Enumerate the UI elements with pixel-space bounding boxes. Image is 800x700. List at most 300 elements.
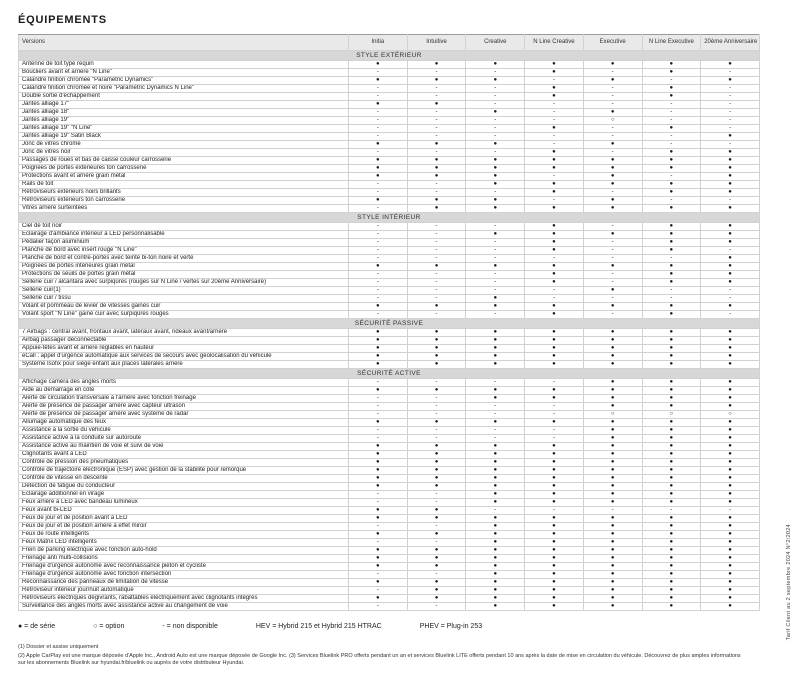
cell-value: ● [466, 205, 525, 213]
cell-value: ● [349, 451, 408, 459]
legend-item: ○ = option [93, 623, 125, 630]
table-row [19, 337, 760, 345]
row-label: Feux Matrix LED intelligents [19, 539, 349, 547]
row-label: eCall : appel d'urgence automatique aux services de secours avec géolocalisation du véhicule [19, 353, 349, 361]
cell-value: - [466, 239, 525, 247]
cell-value: - [407, 287, 466, 295]
cell-value: - [583, 239, 642, 247]
table-row [19, 263, 760, 271]
cell-value: - [583, 311, 642, 319]
table-row [19, 387, 760, 395]
cell-value: ● [701, 189, 760, 197]
cell-value: ● [701, 499, 760, 507]
cell-value: ● [525, 571, 584, 579]
legend-item: PHEV = Plug-in 253 [419, 623, 483, 630]
row-label: Alerte de présence de passager arrière avec capteur ultrason [19, 403, 349, 411]
row-label: Rétroviseurs extérieurs noirs brillants [19, 189, 349, 197]
cell-value: - [349, 523, 408, 531]
cell-value: - [407, 223, 466, 231]
cell-value: ● [701, 595, 760, 603]
row-label: Surveillance des angles morts avec assistance active au changement de voie [19, 603, 349, 611]
table-row [19, 311, 760, 319]
cell-value: ● [583, 459, 642, 467]
cell-value: ● [466, 443, 525, 451]
cell-value: ● [525, 595, 584, 603]
cell-value: ● [349, 353, 408, 361]
section-title: STYLE EXTÉRIEUR [19, 51, 760, 61]
cell-value: ● [701, 181, 760, 189]
cell-value: ● [642, 395, 701, 403]
column-header: 20ème Anniversaire [701, 35, 760, 51]
table-row [19, 411, 760, 419]
cell-value: ● [642, 483, 701, 491]
cell-value: - [525, 507, 584, 515]
legend-item: HEV = Hybrid 215 et Hybrid 215 HTRAC [255, 623, 382, 630]
cell-value: - [407, 271, 466, 279]
cell-value: ● [466, 337, 525, 345]
cell-value: ● [525, 93, 584, 101]
cell-value: ● [407, 515, 466, 523]
cell-value: ● [349, 467, 408, 475]
cell-value: - [642, 255, 701, 263]
cell-value: ● [701, 403, 760, 411]
cell-value: - [407, 149, 466, 157]
cell-value: ● [583, 483, 642, 491]
cell-value: ● [583, 435, 642, 443]
cell-value: ● [407, 579, 466, 587]
row-label: Planche de bord et contre-portes avec teinte bi-ton noire et verte [19, 255, 349, 263]
cell-value: - [701, 101, 760, 109]
cell-value: ● [701, 451, 760, 459]
table-row [19, 507, 760, 515]
cell-value: ● [407, 419, 466, 427]
cell-value: - [407, 571, 466, 579]
cell-value: ● [642, 427, 701, 435]
row-label: Contrôle de trajectoire électronique (ESP) avec gestion de la stabilité pour remorque [19, 467, 349, 475]
cell-value: - [349, 223, 408, 231]
row-label: Système Isofix pour siège enfant aux places latérales arrière [19, 361, 349, 369]
cell-value: - [407, 403, 466, 411]
cell-value: ● [642, 467, 701, 475]
row-label: Double sortie d'échappement [19, 93, 349, 101]
cell-value: - [349, 93, 408, 101]
cell-value: ● [466, 459, 525, 467]
cell-value: ● [701, 329, 760, 337]
cell-value: ● [583, 539, 642, 547]
row-label: Assistance active à la conduite sur autoroute [19, 435, 349, 443]
table-row [19, 197, 760, 205]
cell-value: ● [525, 247, 584, 255]
cell-value: - [407, 311, 466, 319]
table-row [19, 239, 760, 247]
cell-value: ● [701, 587, 760, 595]
cell-value: ● [407, 197, 466, 205]
cell-value: - [407, 239, 466, 247]
cell-value: - [349, 247, 408, 255]
cell-value: ● [525, 279, 584, 287]
cell-value: - [583, 125, 642, 133]
cell-value: ● [642, 361, 701, 369]
table-row [19, 77, 760, 85]
cell-value: ● [407, 587, 466, 595]
cell-value: ● [466, 77, 525, 85]
cell-value: ● [407, 353, 466, 361]
cell-value: - [407, 395, 466, 403]
row-label: Feux de jour et de position avant à LED [19, 515, 349, 523]
cell-value: ● [525, 165, 584, 173]
cell-value: ● [466, 515, 525, 523]
cell-value: ● [407, 205, 466, 213]
cell-value: ● [642, 93, 701, 101]
footnote: (1) Dossier et assise uniquement [18, 644, 99, 650]
equipment-table-head [19, 35, 760, 51]
cell-value: - [349, 189, 408, 197]
cell-value: - [349, 109, 408, 117]
cell-value: ● [349, 263, 408, 271]
cell-value: ● [583, 395, 642, 403]
cell-value: ● [525, 189, 584, 197]
cell-value: ● [407, 467, 466, 475]
cell-value: ● [349, 563, 408, 571]
cell-value: ● [701, 61, 760, 69]
row-label: Contrôle de vitesse en descente [19, 475, 349, 483]
cell-value: ● [642, 499, 701, 507]
legend [18, 623, 760, 630]
cell-value: - [525, 255, 584, 263]
table-row [19, 523, 760, 531]
row-label: Calandre finition chromée "Parametric Dynamics" [19, 77, 349, 85]
table-row [19, 61, 760, 69]
cell-value: - [407, 491, 466, 499]
cell-value: - [349, 499, 408, 507]
cell-value: - [701, 247, 760, 255]
cell-value: ● [701, 165, 760, 173]
table-row [19, 571, 760, 579]
row-label: Aide au démarrage en côte [19, 387, 349, 395]
cell-value: ● [407, 337, 466, 345]
row-label: Calandre finition chromée et noire "Parametric Dynamics N Line" [19, 85, 349, 93]
column-header: N Line Creative [525, 35, 584, 51]
cell-value: ● [525, 263, 584, 271]
table-row [19, 125, 760, 133]
cell-value: ● [642, 239, 701, 247]
cell-value: - [349, 205, 408, 213]
cell-value: ● [525, 563, 584, 571]
row-label: Jonc de vitres chromé [19, 141, 349, 149]
cell-value: ● [466, 345, 525, 353]
cell-value: ● [407, 61, 466, 69]
legend-item: ● = de série [18, 623, 56, 630]
cell-value: ● [407, 451, 466, 459]
row-label: Protections avant et arrière grain métal [19, 173, 349, 181]
cell-value: ● [466, 141, 525, 149]
cell-value: ● [642, 403, 701, 411]
cell-value: ● [466, 387, 525, 395]
table-row [19, 539, 760, 547]
row-label: Assistance active au maintien de voie et suivi de voie [19, 443, 349, 451]
cell-value: ● [525, 395, 584, 403]
cell-value: - [349, 125, 408, 133]
cell-value: ● [701, 263, 760, 271]
cell-value: ● [583, 141, 642, 149]
cell-value: ● [583, 379, 642, 387]
cell-value: ● [466, 353, 525, 361]
cell-value: ● [583, 361, 642, 369]
cell-value: ● [701, 157, 760, 165]
row-label: Freinage d'urgence autonome avec fonction intersection [19, 571, 349, 579]
cell-value: - [349, 587, 408, 595]
cell-value: ● [525, 459, 584, 467]
section-title: STYLE INTÉRIEUR [19, 213, 760, 223]
cell-value: - [701, 85, 760, 93]
cell-value: ● [583, 563, 642, 571]
table-row [19, 247, 760, 255]
cell-value: ● [583, 419, 642, 427]
cell-value: ● [525, 387, 584, 395]
cell-value: - [407, 125, 466, 133]
row-label: Rétroviseurs électriques dégivrants, rabattables électriquement avec clignotants intégrés [19, 595, 349, 603]
cell-value: ● [525, 547, 584, 555]
cell-value: - [583, 85, 642, 93]
section-row [19, 213, 760, 223]
cell-value: ● [466, 197, 525, 205]
cell-value: - [642, 295, 701, 303]
table-row [19, 181, 760, 189]
cell-value: - [407, 279, 466, 287]
cell-value: ● [466, 109, 525, 117]
cell-value: ● [525, 157, 584, 165]
cell-value: ● [583, 205, 642, 213]
cell-value: ● [583, 587, 642, 595]
cell-value: ● [407, 475, 466, 483]
table-row [19, 443, 760, 451]
cell-value: ● [525, 555, 584, 563]
cell-value: - [642, 173, 701, 181]
cell-value: - [701, 311, 760, 319]
row-label: Sellerie cuir(1) [19, 287, 349, 295]
cell-value: - [701, 125, 760, 133]
cell-value: - [407, 379, 466, 387]
cell-value: - [349, 491, 408, 499]
cell-value: ● [583, 165, 642, 173]
cell-value: ● [642, 311, 701, 319]
cell-value: ● [407, 157, 466, 165]
cell-value: ○ [583, 117, 642, 125]
cell-value: - [466, 379, 525, 387]
cell-value: ● [701, 443, 760, 451]
cell-value: - [466, 271, 525, 279]
cell-value: ● [701, 467, 760, 475]
row-label: Pédalier façon aluminium [19, 239, 349, 247]
cell-value: - [701, 287, 760, 295]
cell-value: - [466, 125, 525, 133]
cell-value: ● [583, 181, 642, 189]
row-label: Sellerie cuir / alcantara avec surpiqûres (rouges sur N Line / vertes sur 20ème Anniversaire) [19, 279, 349, 287]
row-label: Volant sport "N Line" gainé cuir avec surpiqûres rouges [19, 311, 349, 319]
cell-value: - [349, 181, 408, 189]
cell-value: ● [349, 459, 408, 467]
table-row [19, 379, 760, 387]
cell-value: ● [407, 173, 466, 181]
column-header: Initia [349, 35, 408, 51]
cell-value: ● [466, 547, 525, 555]
column-header: N Line Executive [642, 35, 701, 51]
cell-value: ● [407, 387, 466, 395]
cell-value: - [525, 435, 584, 443]
row-label: Vitres arrière surteintées [19, 205, 349, 213]
cell-value: - [701, 93, 760, 101]
cell-value: ● [642, 475, 701, 483]
cell-value: - [583, 133, 642, 141]
cell-value: - [349, 435, 408, 443]
cell-value: ● [466, 157, 525, 165]
row-label: Freinage d'urgence autonome avec reconnaissance piéton et cycliste [19, 563, 349, 571]
cell-value: - [701, 117, 760, 125]
cell-value: ● [583, 515, 642, 523]
cell-value: - [466, 311, 525, 319]
cell-value: - [525, 295, 584, 303]
table-row [19, 427, 760, 435]
row-label: Frein de parking électrique avec fonction auto-hold [19, 547, 349, 555]
cell-value: ● [349, 555, 408, 563]
cell-value: ● [407, 531, 466, 539]
cell-value: ● [642, 345, 701, 353]
table-row [19, 329, 760, 337]
cell-value: - [349, 117, 408, 125]
cell-value: - [466, 149, 525, 157]
cell-value: - [701, 507, 760, 515]
cell-value: ● [583, 451, 642, 459]
cell-value: - [583, 295, 642, 303]
table-row [19, 189, 760, 197]
cell-value: - [642, 507, 701, 515]
table-row [19, 109, 760, 117]
cell-value: ● [525, 483, 584, 491]
cell-value: ● [525, 231, 584, 239]
row-label: Planche de bord avec insert rouge "N Line" [19, 247, 349, 255]
cell-value: ● [701, 353, 760, 361]
cell-value: - [349, 379, 408, 387]
cell-value: - [642, 197, 701, 205]
cell-value: ● [349, 303, 408, 311]
cell-value: ● [349, 157, 408, 165]
cell-value: ● [701, 539, 760, 547]
cell-value: - [525, 117, 584, 125]
cell-value: - [525, 379, 584, 387]
cell-value: ● [701, 555, 760, 563]
table-row [19, 117, 760, 125]
table-row [19, 475, 760, 483]
cell-value: ● [701, 571, 760, 579]
cell-value: ● [583, 109, 642, 117]
table-row [19, 93, 760, 101]
cell-value: ● [701, 459, 760, 467]
cell-value: ● [407, 443, 466, 451]
row-label: Feux arrière à LED avec bandeau lumineux [19, 499, 349, 507]
cell-value: - [349, 69, 408, 77]
cell-value: ● [349, 337, 408, 345]
table-row [19, 223, 760, 231]
row-label: Antenne de toit type requin [19, 61, 349, 69]
cell-value: ● [525, 311, 584, 319]
cell-value: - [642, 101, 701, 109]
cell-value: - [349, 85, 408, 93]
cell-value: ● [466, 563, 525, 571]
cell-value: - [701, 197, 760, 205]
cell-value: ● [701, 387, 760, 395]
cell-value: ● [583, 77, 642, 85]
cell-value: ● [349, 475, 408, 483]
table-row [19, 255, 760, 263]
cell-value: - [583, 271, 642, 279]
cell-value: ● [407, 547, 466, 555]
cell-value: ● [642, 603, 701, 611]
table-row [19, 579, 760, 587]
legend-item: - = non disponible [162, 623, 218, 630]
table-row [19, 563, 760, 571]
cell-value: - [525, 403, 584, 411]
cell-value: - [642, 287, 701, 295]
cell-value: ● [466, 361, 525, 369]
cell-value: - [349, 231, 408, 239]
cell-value: ● [407, 263, 466, 271]
cell-value: ● [642, 189, 701, 197]
cell-value: ● [349, 77, 408, 85]
cell-value: ● [466, 603, 525, 611]
cell-value: - [466, 85, 525, 93]
cell-value: ● [466, 555, 525, 563]
cell-value: ● [583, 197, 642, 205]
cell-value: ● [407, 563, 466, 571]
cell-value: ● [583, 61, 642, 69]
cell-value: ● [642, 523, 701, 531]
cell-value: - [407, 189, 466, 197]
row-label: Alerte de circulation transversale à l'arrière avec fonction freinage [19, 395, 349, 403]
cell-value: ● [525, 499, 584, 507]
row-label: Jantes alliage 18" [19, 109, 349, 117]
row-label: Rétroviseur intérieur jour/nuit automatique [19, 587, 349, 595]
cell-value: ● [349, 515, 408, 523]
section-row [19, 51, 760, 61]
cell-value: ● [642, 379, 701, 387]
cell-value: ● [466, 329, 525, 337]
table-row [19, 403, 760, 411]
cell-value: ● [701, 133, 760, 141]
cell-value: ● [466, 451, 525, 459]
cell-value: ● [525, 443, 584, 451]
row-label: Affichage caméra des angles morts [19, 379, 349, 387]
cell-value: - [349, 295, 408, 303]
row-label: Poignées de portes intérieures grain métal [19, 263, 349, 271]
cell-value: ● [701, 603, 760, 611]
cell-value: ● [642, 279, 701, 287]
cell-value: ● [583, 157, 642, 165]
table-row [19, 149, 760, 157]
cell-value: - [466, 93, 525, 101]
cell-value: ● [701, 279, 760, 287]
row-label: Volant et pommeau de levier de vitesses gainés cuir [19, 303, 349, 311]
cell-value: ● [407, 361, 466, 369]
cell-value: - [407, 85, 466, 93]
cell-value: - [701, 141, 760, 149]
table-row [19, 271, 760, 279]
cell-value: ● [642, 69, 701, 77]
cell-value: ● [642, 303, 701, 311]
cell-value: ● [642, 555, 701, 563]
cell-value: ● [525, 125, 584, 133]
table-row [19, 515, 760, 523]
cell-value: ● [525, 475, 584, 483]
